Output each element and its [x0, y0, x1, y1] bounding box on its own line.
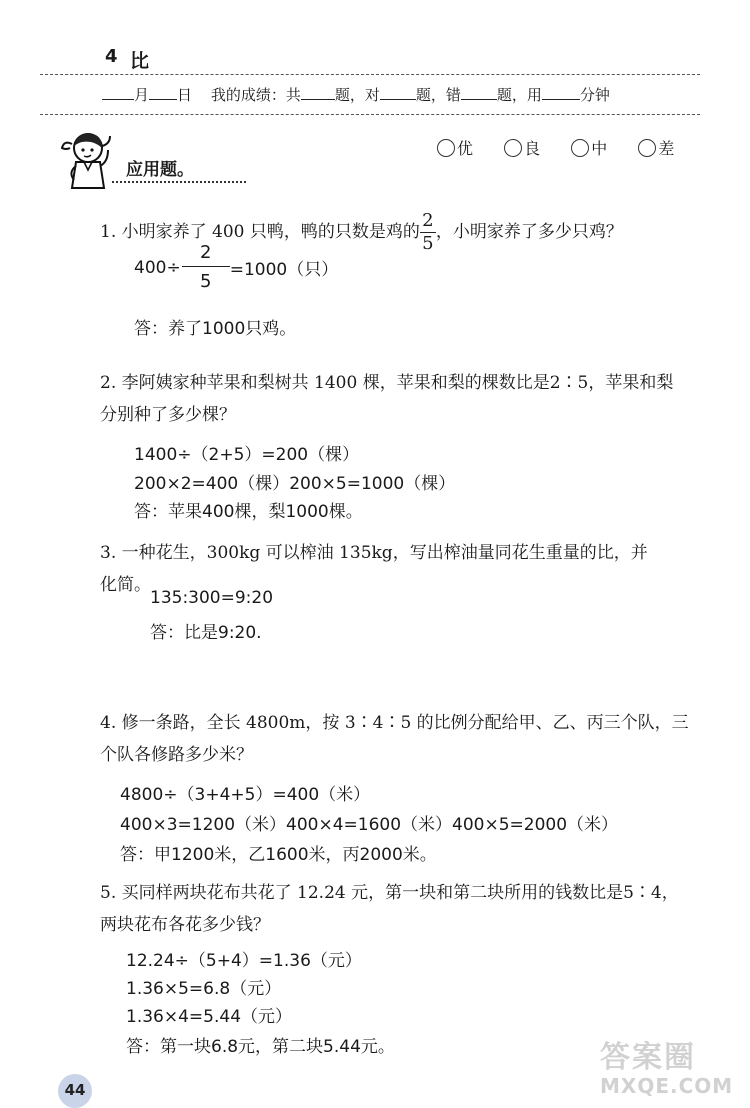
- q4-work-2: 400×3=1200（米）400×4=1600（米）400×5=2000（米）: [120, 815, 619, 835]
- girl-illustration: [58, 126, 126, 194]
- q2-work-1: 1400÷（2+5）=200（棵）: [134, 445, 360, 465]
- watermark-logo-mark: 答案圈: [600, 1040, 696, 1075]
- circle-checkbox-icon: [504, 139, 522, 157]
- grade-option[interactable]: 差: [638, 139, 674, 158]
- grade-options: [437, 136, 674, 159]
- q5-work-3: 1.36×4=5.44（元）: [126, 1007, 293, 1027]
- chapter-title: 比: [130, 50, 150, 72]
- question-1: 1. 小明家养了 400 只鸭，鸭的只数是鸡的 $\frac{2}{5}$ ，小明家养了多少只鸡？: [100, 210, 623, 254]
- q1-answer: 答：养了1000只鸡。: [134, 319, 297, 339]
- grade-option[interactable]: 良: [504, 139, 540, 158]
- watermark-logo: [600, 1042, 746, 1104]
- question-3: 3. 一种花生，300kg 可以榨油 135kg，写出榨油量同花生重量的比，并 化简。: [100, 543, 648, 595]
- question-5: 5. 买同样两块花布共花了 12.24 元，第一块和第二块所用的钱数比是5∶4， 两块花布各花多少钱？: [100, 883, 679, 935]
- header-divider-top: [40, 74, 700, 75]
- score-record-line: 月 日 我的成绩：共 题，对 题，错 题，用 分钟: [102, 84, 610, 105]
- circle-checkbox-icon: [571, 139, 589, 157]
- q5-work-1: 12.24÷（5+4）=1.36（元）: [126, 951, 362, 971]
- grade-option[interactable]: 优: [437, 139, 473, 158]
- fraction: $\frac{2}{5}$: [420, 212, 436, 253]
- q2-answer: 答：苹果400棵，梨1000棵。: [134, 502, 363, 522]
- chapter-number: 4: [105, 46, 118, 67]
- grade-option[interactable]: 中: [571, 139, 607, 158]
- question-4: 4. 修一条路，全长 4800m，按 3∶4∶5 的比例分配给甲、乙、丙三个队，三 个队各修路多少米？: [100, 713, 689, 765]
- q2-work-2: 200×2=400（棵）200×5=1000（棵）: [134, 474, 456, 494]
- section-dotted-underline: [112, 181, 246, 183]
- page-number: 44: [64, 1081, 86, 1099]
- q1-equation: 400÷ $\frac{2}{5}$ =1000（只）: [134, 242, 339, 292]
- q5-answer: 答：第一块6.8元，第二块5.44元。: [126, 1037, 395, 1057]
- watermark-logo-url: MXQE.COM: [600, 1074, 734, 1098]
- q5-work-2: 1.36×5=6.8（元）: [126, 979, 282, 999]
- q3-answer: 答：比是9:20.: [150, 623, 262, 643]
- section-title: 应用题。: [126, 160, 194, 180]
- q3-work-1: 135:300=9:20: [150, 588, 274, 608]
- q4-answer: 答：甲1200米，乙1600米，丙2000米。: [120, 845, 437, 865]
- fraction: $\frac{2}{5}$: [182, 244, 230, 291]
- question-2: 2. 李阿姨家种苹果和梨树共 1400 棵，苹果和梨的棵数比是2∶5，苹果和梨 分别种了多少棵？: [100, 373, 674, 425]
- circle-checkbox-icon: [638, 139, 656, 157]
- q4-work-1: 4800÷（3+4+5）=400（米）: [120, 785, 371, 805]
- page-number-badge: [58, 1074, 92, 1108]
- circle-checkbox-icon: [437, 139, 455, 157]
- header-divider-bottom: [40, 114, 700, 115]
